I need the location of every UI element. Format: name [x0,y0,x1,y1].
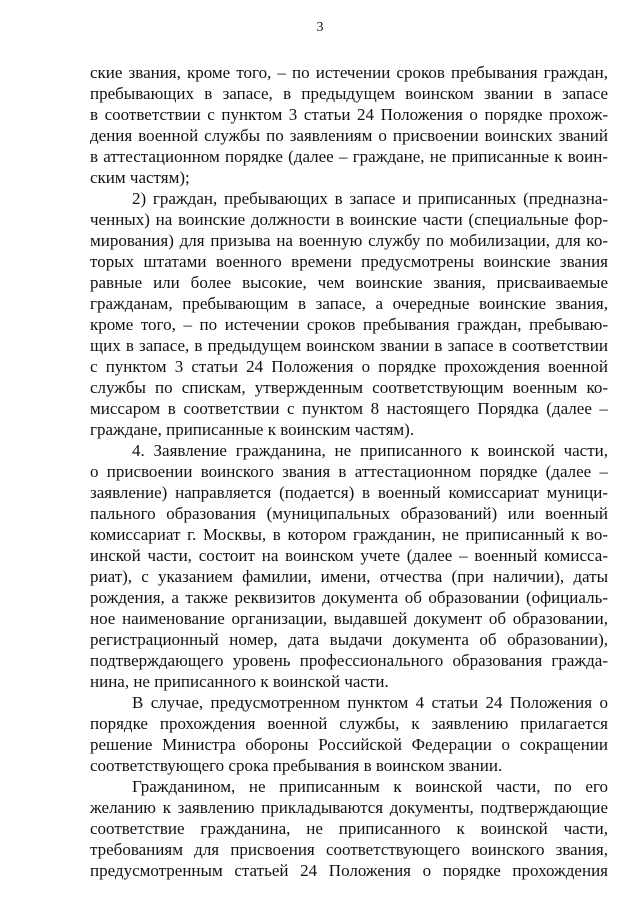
text-line: соответствие гражданина, не приписанного к воинской части, [90,819,608,838]
text-line: службы по спискам, утвержденным соответствующим военным ко- [90,378,608,397]
paragraph-first-line: В случае, предусмотренном пунктом 4 статьи 24 Положения о [132,693,608,712]
text-line: соответствующего срока пребывания в воинском звании. [90,756,503,775]
text-line: мирования) для призыва на военную службу по мобилизации, для ко- [90,231,608,250]
text-line: гражданам, пребывающим в запасе, а очередные воинские звания, [90,294,608,313]
text-line: подтверждающего уровень профессионального образования гражда- [90,651,608,670]
text-line: в соответствии с пунктом 3 статьи 24 Положения о порядке прохож- [90,105,608,124]
text-line: порядке прохождения военной службы, к заявлению прилагается [90,714,608,733]
text-line: граждане, приписанные к воинским частям). [90,420,415,439]
paragraph-first-line: 4. Заявление гражданина, не приписанного к воинской части, [132,441,608,460]
text-line: ские звания, кроме того, – по истечении сроков пребывания граждан, [90,63,608,82]
text-line: инской части, состоит на воинском учете (далее – военный комисса- [90,546,608,565]
text-line: нина, не приписанного к воинской части. [90,672,389,691]
text-line: пального образования (муниципальных образований) или военный [90,504,608,523]
text-line: риат), с указанием фамилии, имени, отчества (при наличии), даты [90,567,608,586]
text-line: требованиям для присвоения соответствующего воинского звания, [90,840,608,859]
text-line: желанию к заявлению прикладываются документы, подтверждающие [90,798,608,817]
text-line: ное наименование организации, выдавшей документ об образовании, [90,609,608,628]
text-line: равные или более высокие, чем воинские звания, присваиваемые [90,273,608,292]
text-line: торых штатами военного времени предусмотрены воинские звания [90,252,608,271]
page-number: 3 [316,20,324,35]
text-line: миссаром в соответствии с пунктом 8 настоящего Порядка (далее – [90,399,608,418]
paragraph-first-line: Гражданином, не приписанным к воинской части, по его [132,777,608,796]
paragraph-first-line: 2) граждан, пребывающих в запасе и приписанных (предназна- [132,189,608,208]
text-line: кроме того, – по истечении сроков пребывания граждан, пребываю- [90,315,608,334]
text-line: предусмотренным статьей 24 Положения о порядке прохождения [90,861,608,880]
text-line: пребывающих в запасе, в предыдущем воинском звании в запасе [90,84,608,103]
text-line: щих в запасе, в предыдущем воинском звании в запасе в соответствии [90,336,608,355]
text-line: дения военной службы по заявлениям о присвоении воинских званий [90,126,608,145]
text-line: ским частям); [90,168,190,187]
text-line: о присвоении воинского звания в аттестационном порядке (далее – [90,462,608,481]
document-body [90,62,608,881]
text-line: регистрационный номер, дата выдачи документа об образовании), [90,630,608,649]
text-line: в аттестационном порядке (далее – граждане, не приписанные к воин- [90,147,608,166]
text-line: с пунктом 3 статьи 24 Положения о порядке прохождения военной [90,357,608,376]
text-line: рождения, а также реквизитов документа об образовании (официаль- [90,588,608,607]
text-line: ченных) на воинские должности в воинские части (специальные фор- [90,210,608,229]
text-line: комиссариат г. Москвы, в котором гражданин, не приписанный к во- [90,525,608,544]
text-line: заявление) направляется (подается) в военный комиссариат муници- [90,483,608,502]
text-line: решение Министра обороны Российской Федерации о сокращении [90,735,608,754]
